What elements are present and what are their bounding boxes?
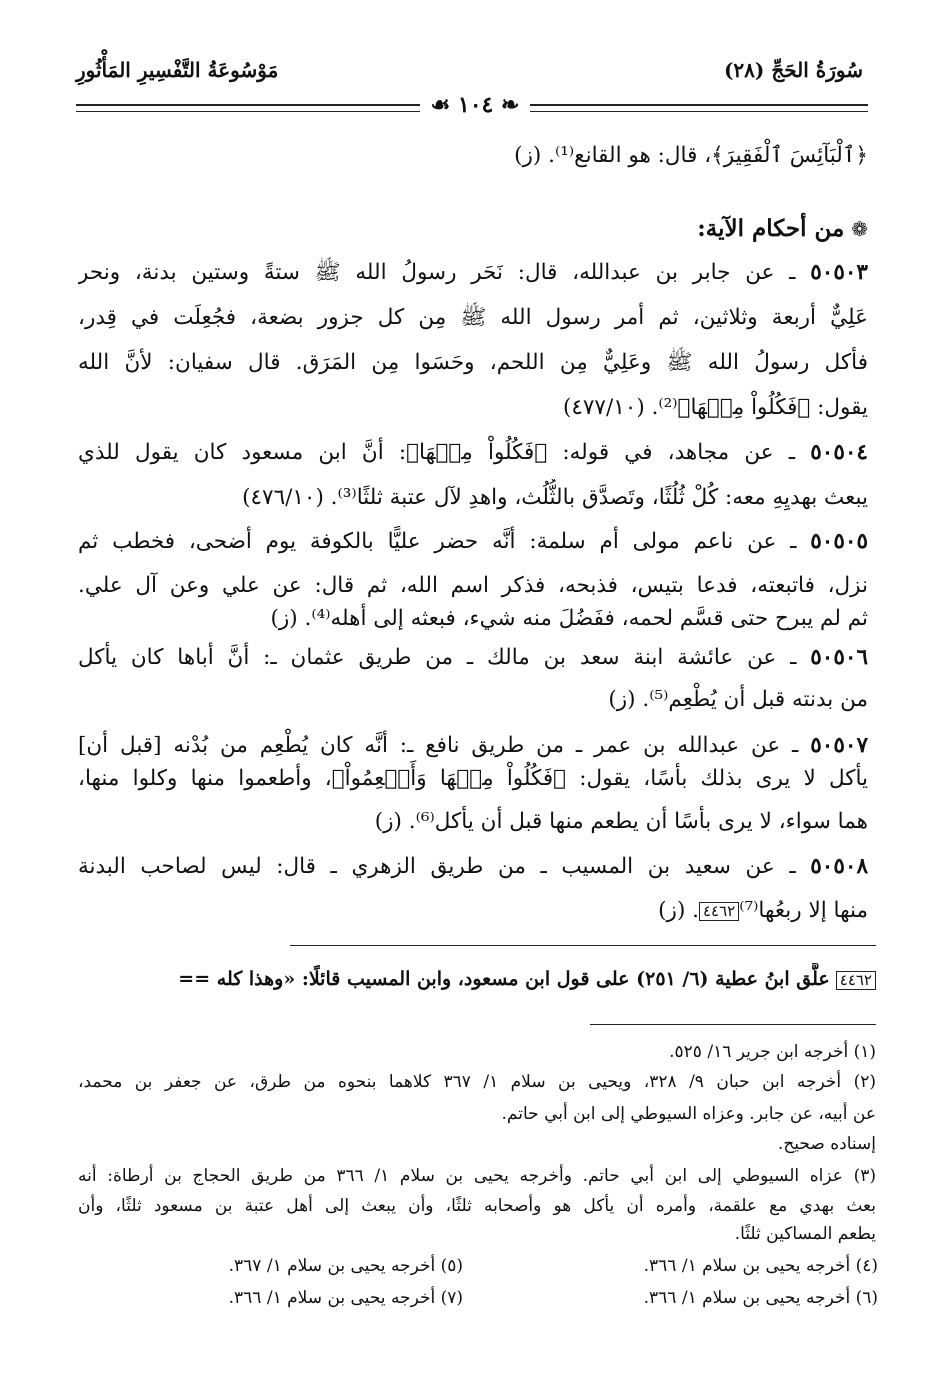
footnote-text: بعث بهدي مع علقمة، وأمره أن يأكل هو وأصحابه ثلثًا، وأن يبعث إلى أهل عتبة بن مسعود ثلثًا، وأن [78,1196,876,1216]
section-heading [78,210,868,249]
paragraph-line [78,760,868,798]
commentary-box: ٤٤٦٢ [836,971,876,990]
footnote [78,1192,876,1220]
narration-text: ـ عن ناعم مولى أم سلمة: أنَّه حضر عليًّا بالكوفة يوم أضحى، فخطب ثم [78,529,797,554]
footnote [78,1220,876,1248]
section-heading-text: من أحكام الآية: [697,215,845,242]
footnote: (٦) أخرجه يحيى بن سلام ١/ ٣٦٦. [643,1288,878,1308]
narration-number: ٥٠٥٠٤ [810,440,868,465]
narration-text: يبعث بهديِهِ معه: كُلْ ثُلُثًا، وتَصدَّق بالثُّلُث، واهدِ لآل عتبة ثلثًا⁽³⁾. (٤٧٦/١٠) [242,485,868,510]
footnote [78,1130,876,1158]
paragraph-line [78,681,868,719]
narration-text: ثم لم يبرح حتى قسَّم لحمه، ففَضُلَ منه شيء، فبعثه إلى أهله⁽⁴⁾. (ز) [270,606,868,631]
paragraph-line [78,479,868,517]
narration-text: يقول: ﴿فَكُلُواْ مِنۡهَا﴾⁽²⁾. (٤٧٧/١٠) [562,395,868,420]
narration-number: ٥٠٥٠٦ [810,645,868,670]
paragraph-line [78,299,868,337]
footnote [78,1100,876,1128]
paragraph-line [78,254,868,292]
footnote-separator [590,1024,876,1025]
paragraph-line [78,389,868,427]
paragraph-line [78,523,868,561]
narration-text: فأكل رسولُ الله ﷺ وعَلِيٌّ مِن اللحم، وحَسَوا مِن المَرَق. قال سفيان: لأنَّ الله [78,350,868,375]
paragraph-line [78,639,868,677]
narration-text: ـ عن سعيد بن المسيب ـ من طريق الزهري ـ قال: ليس لصاحب البدنة [78,854,796,879]
footnote-text: يطعم المساكين ثلثًا. [734,1224,876,1244]
narration-number: ٥٠٥٠٥ [810,529,868,554]
flower-icon: ❁ [851,217,868,241]
narration-text: . (ز) [658,898,699,923]
narration-number: ٥٠٥٠٨ [810,854,868,879]
commentary-line [78,963,876,995]
narration-text: ـ عن جابر بن عبدالله، قال: نَحَر رسولُ الله ﷺ ستةً وستين بدنة، ونحر [78,260,796,285]
footnote-text: عن أبيه، عن جابر. وعزاه السيوطي إلى ابن أبي حاتم. [501,1104,876,1124]
running-head-surah: سُورَةُ الحَجِّ (٢٨) [723,58,863,82]
paragraph-line [78,892,868,930]
narration-text: ـ عن عبدالله بن عمر ـ من طريق نافع ـ: أنَّه كان يُطْعِم من بُدْنه [قبل أن] [78,733,799,758]
footnote-text: (٢) أخرجه ابن حبان ٩/ ٣٢٨، ويحيى بن سلام ١/ ٣٦٧ كلاهما بنحوه من طرق، عن جعفر بن محمد، [78,1072,876,1092]
text-line [78,137,868,175]
narration-text: من بدنته قبل أن يُطْعِم⁽⁵⁾. (ز) [608,687,868,712]
paragraph-line [78,344,868,382]
narration-text: ـ عن مجاهد، في قوله: ﴿فَكُلُواْ مِنۡهَا﴾: أنَّ ابن مسعود كان يقول للذي [78,440,796,465]
narration-text: هما سواء، لا يرى بأسًا أن يطعم منها قبل أن يأكل⁽⁶⁾. (ز) [374,809,868,834]
narration-text: نزل، فاتبعته، فدعا بتيس، فذبحه، فذكر اسم الله، ثم قال: عن علي وعن آل علي. [78,573,868,598]
commentary-separator [290,945,876,946]
narration-text: عَلِيٌّ أربعة وثلاثين، ثم أمر رسول الله ﷺ مِن كل جزور بضعة، فجُعِلَت في قِدر، [78,305,868,330]
footnote: (٤) أخرجه يحيى بن سلام ١/ ٣٦٦. [643,1256,878,1276]
paragraph-line [78,803,868,841]
page-number: ❧ ١٠٤ ☙ [420,90,530,120]
footnote [78,1162,876,1190]
narration-text: منها إلا ربعُها⁽⁷⁾ [739,898,868,923]
footnote-text: (٣) عزاه السيوطي إلى ابن أبي حاتم. وأخرجه يحيى بن سلام ١/ ٣٦٦ من طريق الحجاج بن أرطاة: أنه [78,1166,876,1186]
running-head-encyclopedia: مَوْسُوعَةُ التَّفْسِيرِ المَأْثُورِ [76,58,279,82]
verse-quote-line: ﴿ٱلْبَآئِسَ ٱلْفَقِيرَ﴾، قال: هو القانع⁽¹⁾. (ز) [514,143,868,168]
page-number-text: ١٠٤ [457,92,494,118]
paragraph-line [78,848,868,886]
narration-text: ـ عن عائشة ابنة سعد بن مالك ـ من طريق عثمان ـ: أنَّ أباها كان يأكل [78,645,797,670]
footnote: (٧) أخرجه يحيى بن سلام ١/ ٣٦٦. [228,1288,463,1308]
narration-text: يأكل لا يرى بذلك بأسًا، يقول: ﴿فَكُلُواْ مِنۡهَا وَأَطۡعِمُواْ﴾، وأطعموا منها وكلوا منها، [78,766,868,791]
narration-number: ٥٠٥٠٧ [810,733,868,758]
footnote [78,1038,876,1066]
footnote-text: إسناده صحيح. [777,1134,876,1154]
paragraph-line [78,434,868,472]
paragraph-line [78,600,868,638]
footnote [78,1068,876,1096]
narration-number: ٥٠٥٠٣ [810,260,868,285]
commentary-text: علَّق ابنُ عطية (٦/ ٢٥١) على قول ابن مسعود، وابن المسيب قائلًا: «وهذا كله == [178,968,830,990]
commentary-ref-box[interactable]: ٤٤٦٢ [699,902,739,921]
footnote: (٥) أخرجه يحيى بن سلام ١/ ٣٦٧. [228,1256,463,1276]
footnote-text: (١) أخرجه ابن جرير ١٦/ ٥٢٥. [669,1042,876,1062]
